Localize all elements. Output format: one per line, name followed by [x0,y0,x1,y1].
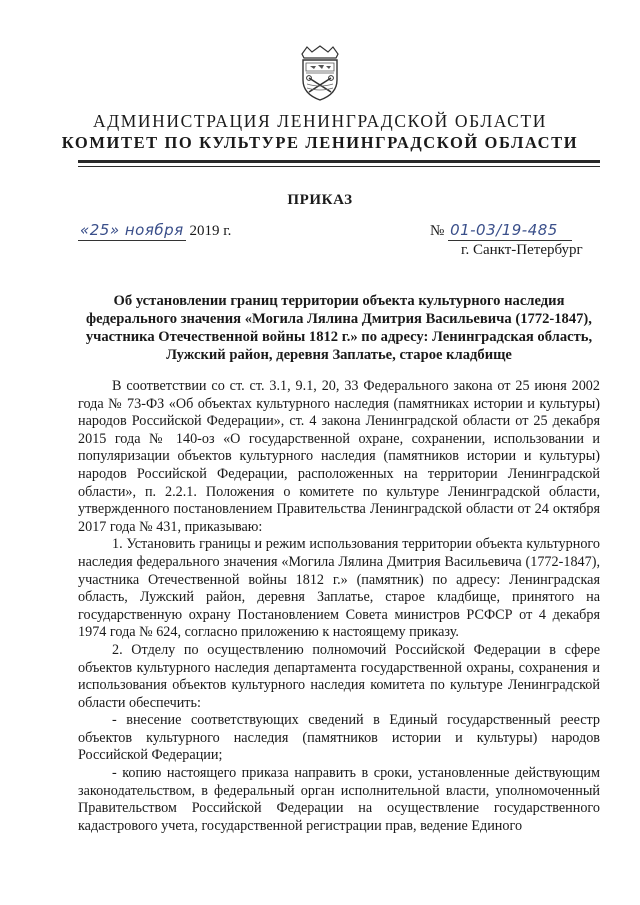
heading-line: федерального значения «Могила Лялина Дмитрия Васильевича (1772-1847), [86,311,592,327]
body-paragraph-preamble: В соответствии со ст. ст. 3.1, 9.1, 20, 33 Федерального закона от 25 июня 2002 года № 73-ФЗ «Об объектах культурного наследия (памятниках истории и культуры) народов Российской Федерации», ст. 4 закона Ленинградской области от 25 декабря 2015 года № 140-оз «О государственной охране, сохранении, использовании и популяризации объектов культурного наследия (памятников истории и культуры) народов Российской Федерации, расположенных на территории Ленинградской области», п. 2.2.1. Положения о комитете по культуре Ленинградской области, утвержденного постановлением Правительства Ленинградской области от 24 октября 2017 года № 431, приказываю: [78,378,600,535]
body-paragraph-item-1: 1. Установить границы и режим использования территории объекта культурного наследия федерального значения «Могила Лялина Дмитрия Васильевича (1772-1847), участника Отечественной войны 1812 г.» (памятник) по адресу: Ленинградская область, Лужский район, деревня Заплатье, старое кладбище, принятого на государственную охрану Постановлением Совета министров РСФСР от 4 декабря 1974 года № 624, согласно приложению к настоящему приказу. [78,536,600,641]
order-date [78,221,231,241]
order-body [78,378,600,835]
org-name-committee: КОМИТЕТ ПО КУЛЬТУРЕ ЛЕНИНГРАДСКОЙ ОБЛАСТИ [61,133,579,152]
header-rule-thick [78,160,600,163]
date-year: 2019 г. [189,223,232,239]
order-heading [78,292,600,364]
coat-of-arms-icon [298,44,342,102]
body-paragraph-item-2: 2. Отделу по осуществлению полномочий Российской Федерации в сфере объектов культурного наследия департамента государственной охраны, сохранения и использования объектов культурного наследия комитета по культуре Ленинградской области обеспечить: [78,641,600,711]
org-name-administration: АДМИНИСТРАЦИЯ ЛЕНИНГРАДСКОЙ ОБЛАСТИ [93,111,547,131]
heading-line: участника Отечественной войны 1812 г.» по адресу: Ленинградская область, [85,329,593,345]
order-title: ПРИКАЗ [287,192,353,208]
heading-line: Об установлении границ территории объекта культурного наследия [113,293,565,309]
header-rule-thin [78,166,600,167]
order-city: г. Санкт-Петербург [461,242,583,258]
body-paragraph-bullet-registry: - внесение соответствующих сведений в Единый государственный реестр объектов культурного наследия (памятников истории и культуры) народов Российской Федерации; [78,712,600,764]
date-handwritten-field [78,221,186,241]
body-paragraph-bullet-copy: - копию настоящего приказа направить в сроки, установленные действующим законодательством, в федеральный орган исполнительной власти, уполномоченный Правительством Российской Федерации на осуществление государственного кадастрового учета, государственной регистрации прав, ведение Единого [78,765,600,834]
order-number [430,221,572,241]
date-handwritten: «25» ноября [80,221,184,239]
number-prefix: № [430,223,445,239]
heading-line: Лужский район, деревня Заплатье, старое кладбище [166,347,512,363]
number-handwritten: 01-03/19-485 [450,221,558,239]
number-handwritten-field [448,221,572,241]
